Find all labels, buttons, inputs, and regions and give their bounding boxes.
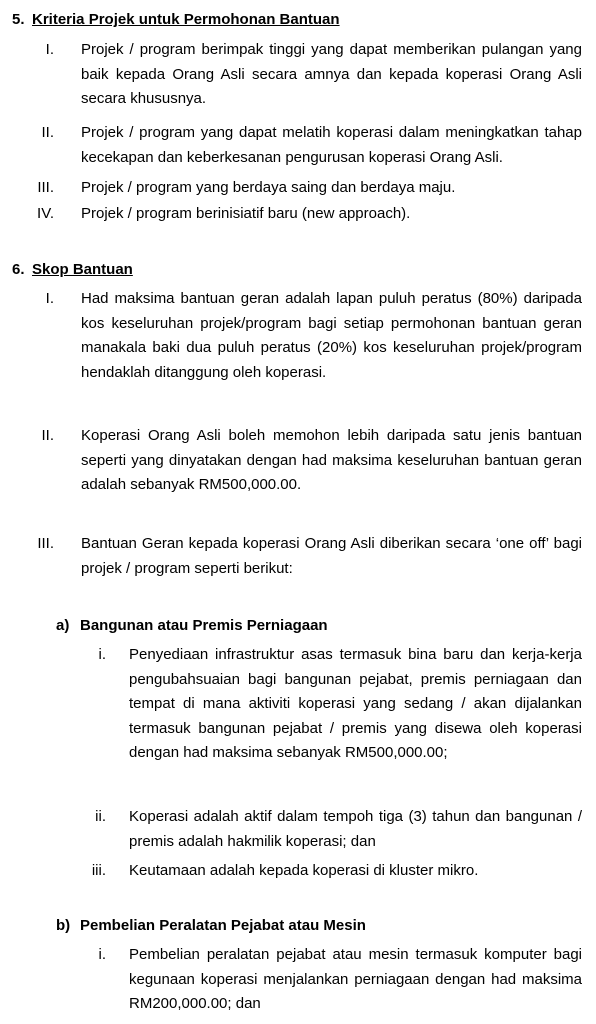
section-title: Kriteria Projek untuk Permohonan Bantuan — [32, 11, 340, 28]
list-item-text: Keutamaan adalah kepada koperasi di kluster mikro. — [129, 862, 479, 879]
list-numeral: III. — [37, 535, 54, 552]
list-item-text: Pembelian peralatan pejabat atau mesin termasuk komputer bagi kegunaan koperasi menjalankan perniagaan dengan had maksima RM200,000.00; dan — [129, 946, 582, 1012]
list-item-text: Projek / program berinisiatif baru (new approach). — [81, 205, 411, 222]
list-item-text: Koperasi adalah aktif dalam tempoh tiga (3) tahun dan bangunan / premis adalah hakmilik koperasi; dan — [129, 808, 582, 850]
list-numeral: I. — [45, 290, 54, 307]
section-6-heading — [12, 260, 133, 280]
list-numeral: ii. — [95, 808, 106, 825]
list-numeral: II. — [41, 427, 54, 444]
list-numeral: i. — [98, 946, 106, 963]
list-numeral: II. — [41, 124, 54, 141]
list-numeral: i. — [98, 646, 106, 663]
subsection-b-heading — [56, 916, 366, 936]
list-item-text: Had maksima bantuan geran adalah lapan puluh peratus (80%) daripada kos keseluruhan projek/program bagi setiap permohonan bantuan geran manakala baki dua puluh peratus (20%) kos keseluruhan projek/program hendaklah ditanggung oleh koperasi. — [81, 290, 582, 381]
subsection-title: Pembelian Peralatan Pejabat atau Mesin — [80, 917, 366, 934]
list-item-text: Projek / program yang berdaya saing dan berdaya maju. — [81, 179, 456, 196]
subsection-label: a) — [56, 617, 70, 634]
subsection-a-heading — [56, 616, 328, 636]
section-5-heading — [12, 10, 340, 30]
section-number: 5. — [12, 11, 25, 28]
section-number: 6. — [12, 261, 25, 278]
list-item-text: Penyediaan infrastruktur asas termasuk bina baru dan kerja-kerja pengubahsuaian bagi bangunan pejabat, premis perniagaan dan tempat di mana aktiviti koperasi yang sedang / akan dijalankan termasuk bangunan pejabat / premis yang disewa oleh koperasi dengan had maksima sebanyak RM500,000.00; — [129, 646, 582, 761]
subsection-label: b) — [56, 917, 71, 934]
list-numeral: I. — [45, 41, 54, 58]
list-item-text: Bantuan Geran kepada koperasi Orang Asli diberikan secara ‘one off’ bagi projek / program seperti berikut: — [81, 535, 582, 577]
subsection-title: Bangunan atau Premis Perniagaan — [80, 617, 328, 634]
list-numeral: IV. — [37, 205, 54, 222]
list-numeral: III. — [37, 179, 54, 196]
list-item-text: Projek / program yang dapat melatih koperasi dalam meningkatkan tahap kecekapan dan keberkesanan pengurusan koperasi Orang Asli. — [81, 124, 582, 166]
list-item-text: Koperasi Orang Asli boleh memohon lebih daripada satu jenis bantuan seperti yang dinyatakan dengan had maksima keseluruhan bantuan geran adalah sebanyak RM500,000.00. — [81, 427, 582, 493]
section-title: Skop Bantuan — [32, 261, 133, 278]
list-numeral: iii. — [91, 862, 106, 879]
list-item-text: Projek / program berimpak tinggi yang dapat memberikan pulangan yang baik kepada Orang Asli secara amnya dan kepada koperasi Orang Asli secara khususnya. — [81, 41, 582, 107]
